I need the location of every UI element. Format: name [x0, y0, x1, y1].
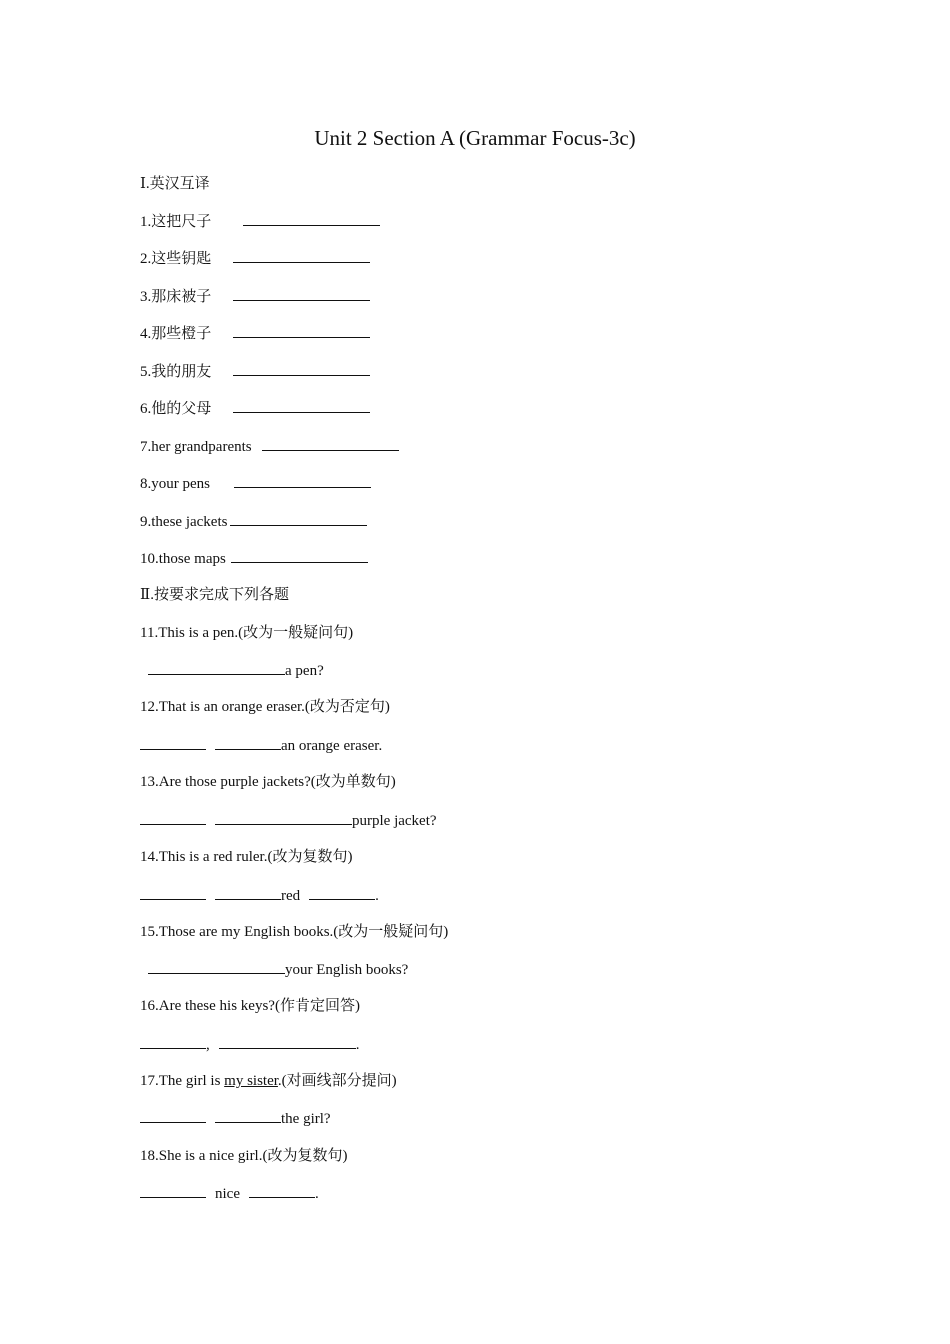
- section-1-heading: Ⅰ.英汉互译: [140, 176, 210, 192]
- answer-end: .: [355, 1037, 360, 1053]
- answer-blank[interactable]: [140, 1034, 206, 1049]
- answer-blank[interactable]: [215, 735, 281, 750]
- answer-blank[interactable]: [140, 735, 206, 750]
- answer-blank[interactable]: [219, 1034, 356, 1049]
- list-item: [140, 436, 399, 457]
- prompt-pre: 17.The girl is: [140, 1073, 225, 1089]
- answer-text: the girl?: [281, 1111, 331, 1127]
- answer-blank[interactable]: [215, 1108, 281, 1123]
- answer-blank[interactable]: [215, 885, 281, 900]
- question-17-prompt: [140, 1071, 397, 1091]
- answer-blank[interactable]: [309, 885, 375, 900]
- item-text: 7.her grandparents: [140, 439, 252, 455]
- question-17-answer: [140, 1108, 331, 1129]
- question-14-answer: [140, 885, 379, 906]
- question-13-prompt: 13.Are those purple jackets?(改为单数句): [140, 774, 396, 790]
- list-item: [140, 323, 370, 344]
- answer-comma: ,: [206, 1037, 210, 1053]
- question-15-answer: [140, 959, 408, 980]
- list-item: [140, 548, 368, 569]
- question-18-answer: [140, 1183, 319, 1204]
- answer-text: your English books?: [285, 962, 409, 978]
- answer-text: nice: [215, 1186, 240, 1202]
- answer-text: an orange eraser.: [281, 738, 383, 754]
- answer-blank[interactable]: [148, 959, 285, 974]
- answer-blank[interactable]: [233, 248, 370, 263]
- answer-text: a pen?: [285, 663, 324, 679]
- answer-blank[interactable]: [231, 548, 368, 563]
- item-text: 6.他的父母: [140, 401, 212, 417]
- answer-end: .: [375, 888, 379, 904]
- list-item: [140, 248, 370, 269]
- answer-end: .: [314, 1186, 319, 1202]
- answer-blank[interactable]: [140, 1183, 206, 1198]
- item-text: 2.这些钥匙: [140, 251, 212, 267]
- answer-blank[interactable]: [262, 436, 399, 451]
- question-13-answer: [140, 810, 437, 831]
- answer-blank[interactable]: [233, 361, 370, 376]
- question-12-prompt: 12.That is an orange eraser.(改为否定句): [140, 699, 390, 715]
- answer-blank[interactable]: [230, 511, 367, 526]
- prompt-underlined: my sister: [224, 1073, 278, 1089]
- question-18-prompt: 18.She is a nice girl.(改为复数句): [140, 1148, 348, 1164]
- answer-text: purple jacket?: [352, 813, 437, 829]
- question-14-prompt: 14.This is a red ruler.(改为复数句): [140, 849, 353, 865]
- question-15-prompt: 15.Those are my English books.(改为一般疑问句): [140, 924, 449, 940]
- answer-blank[interactable]: [233, 398, 370, 413]
- answer-blank[interactable]: [148, 660, 285, 675]
- answer-blank[interactable]: [249, 1183, 315, 1198]
- question-16-answer: [140, 1034, 360, 1055]
- item-text: 1.这把尺子: [140, 214, 212, 230]
- question-11-answer: [140, 660, 324, 681]
- prompt-post: .(对画线部分提问): [277, 1073, 397, 1089]
- answer-blank[interactable]: [140, 1108, 206, 1123]
- answer-text: red: [281, 888, 301, 904]
- answer-blank[interactable]: [243, 211, 380, 226]
- item-text: 3.那床被子: [140, 289, 212, 305]
- list-item: [140, 286, 370, 307]
- answer-blank[interactable]: [233, 286, 370, 301]
- answer-blank[interactable]: [215, 810, 352, 825]
- list-item: [140, 473, 371, 494]
- list-item: [140, 361, 370, 382]
- item-text: 5.我的朋友: [140, 364, 212, 380]
- answer-blank[interactable]: [140, 810, 206, 825]
- question-11-prompt: 11.This is a pen.(改为一般疑问句): [140, 625, 354, 641]
- list-item: [140, 398, 370, 419]
- page-title: Unit 2 Section A (Grammar Focus-3c): [314, 126, 636, 150]
- list-item: [140, 511, 367, 532]
- answer-blank[interactable]: [233, 323, 370, 338]
- question-16-prompt: 16.Are these his keys?(作肯定回答): [140, 998, 360, 1014]
- answer-blank[interactable]: [140, 885, 206, 900]
- item-text: 9.these jackets: [140, 514, 228, 530]
- item-text: 8.your pens: [140, 476, 210, 492]
- answer-blank[interactable]: [234, 473, 371, 488]
- item-text: 4.那些橙子: [140, 326, 212, 342]
- question-12-answer: [140, 735, 382, 756]
- section-2-heading: Ⅱ.按要求完成下列各题: [140, 587, 289, 603]
- item-text: 10.those maps: [140, 551, 226, 567]
- list-item: [140, 211, 380, 232]
